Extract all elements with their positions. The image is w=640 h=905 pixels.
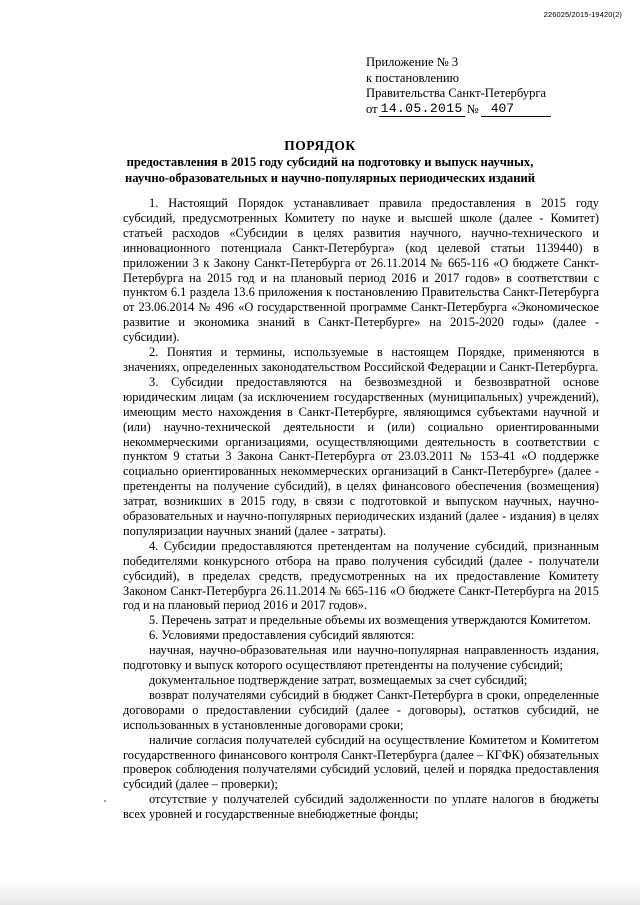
paragraph-2: 2. Понятия и термины, используемые в настоящем Порядке, применяются в значениях, определенных законодательством Российской Федерации и Санкт-Петербурга.: [123, 345, 599, 374]
appendix-authority: Правительства Санкт-Петербурга: [366, 86, 547, 101]
document-id: 226025/2015-19420(2): [543, 10, 622, 19]
number-value: 407: [481, 102, 551, 117]
condition-item: наличие согласия получателей субсидий на осуществление Комитетом и Комитетом государственного финансового контроля Санкт-Петербурга (далее – КГФК) обязательных проверок соблюдения получателями субсидий условий, целей и порядка предоставления субсидий (далее – проверки);: [123, 732, 599, 792]
document-body: [123, 196, 599, 822]
appendix-title: Приложение № 3: [366, 55, 459, 69]
scan-speck: [104, 800, 106, 802]
date-prefix: от: [366, 101, 378, 116]
date-value: 14.05.2015: [380, 101, 463, 117]
condition-item: отсутствие у получателей субсидий задолженности по уплате налогов в бюджеты всех уровней и государственные внебюджетные фонды;: [123, 792, 599, 822]
document-title: ПОРЯДОК: [284, 138, 356, 153]
appendix-reference: к постановлению: [366, 70, 460, 85]
condition-item: возврат получателями субсидий в бюджет Санкт-Петербурга в сроки, определенные договорами о предоставлении субсидий (далее - договоры), остатков субсидий, не использованных в установленные договорами сроки;: [123, 687, 599, 732]
appendix-header: [366, 55, 551, 117]
paragraph-6: 6. Условиями предоставления субсидий являются:: [149, 628, 415, 643]
paragraph-4: 4. Субсидии предоставляются претендентам на получение субсидий, признанным победителями конкурсного отбора на право получения субсидий (далее - получатели субсидий), в пределах средств, предусмотренных на их предоставление Комитету Законом Санкт-Петербурга 26.11.2014 № 665-116 «О бюджете Санкт-Петербурга на 2015 год и на плановый период 2016 и 2017 годов».: [123, 538, 599, 613]
number-prefix: №: [466, 101, 479, 116]
paragraph-1: 1. Настоящий Порядок устанавливает правила предоставления в 2015 году субсидий, предусмотренных Комитету по науке и высшей школе (далее - Комитет) статьей расходов «Субсидии в целях развития научного, научно-технического и инновационного потенциала Санкт-Петербурга» (код целевой статьи 1139440) в приложении 3 к Закону Санкт-Петербурга от 26.11.2014 № 665-116 «О бюджете Санкт-Петербурга на 2015 год и на плановый период 2016 и 2017 годов» в соответствии с пунктом 6.1 раздела 13.6 приложения к постановлению Правительства Санкт-Петербурга от 23.06.2014 № 496 «О государственной программе Санкт-Петербурга «Экономическое развитие и экономика знаний в Санкт-Петербурге» на 2015-2020 годы» (далее - субсидии).: [123, 196, 599, 345]
appendix-date-line: [366, 102, 551, 118]
paragraph-5: 5. Перечень затрат и предельные объемы их возмещения утверждаются Комитетом.: [149, 613, 591, 628]
document-subtitle: предоставления в 2015 году субсидий на подготовку и выпуск научных, научно-образовательных и научно-популярных периодических изданий: [125, 155, 535, 185]
condition-item: научная, научно-образовательная или научно-популярная направленность издания, подготовку и выпуск которого осуществляют претенденты на получение субсидий;: [123, 643, 599, 673]
condition-item: документальное подтверждение затрат, возмещаемых за счет субсидий;: [149, 673, 528, 687]
paragraph-3: 3. Субсидии предоставляются на безвозмездной и безвозвратной основе юридическим лицам (за исключением государственных (муниципальных) учреждений), имеющим место нахождения в Санкт-Петербурге, являющимся субъектами научной и (или) научно-технической деятельности и (или) социально ориентированными некоммерческими организациями, осуществляющими деятельность в соответствии с пунктом 9 статьи 3 Закона Санкт-Петербурга от 23.03.2011 № 153-41 «О поддержке социально ориентированных некоммерческих организаций в Санкт-Петербурге» (далее - претенденты на получение субсидий), в целях финансового обеспечения (возмещения) затрат, возникших в 2015 году, в связи с подготовкой и выпуском научных, научно-образовательных и научно-популярных периодических изданий (далее - издания) в целях популяризации научных знаний (далее - затраты).: [123, 374, 599, 538]
scan-bottom-edge: [0, 879, 640, 905]
